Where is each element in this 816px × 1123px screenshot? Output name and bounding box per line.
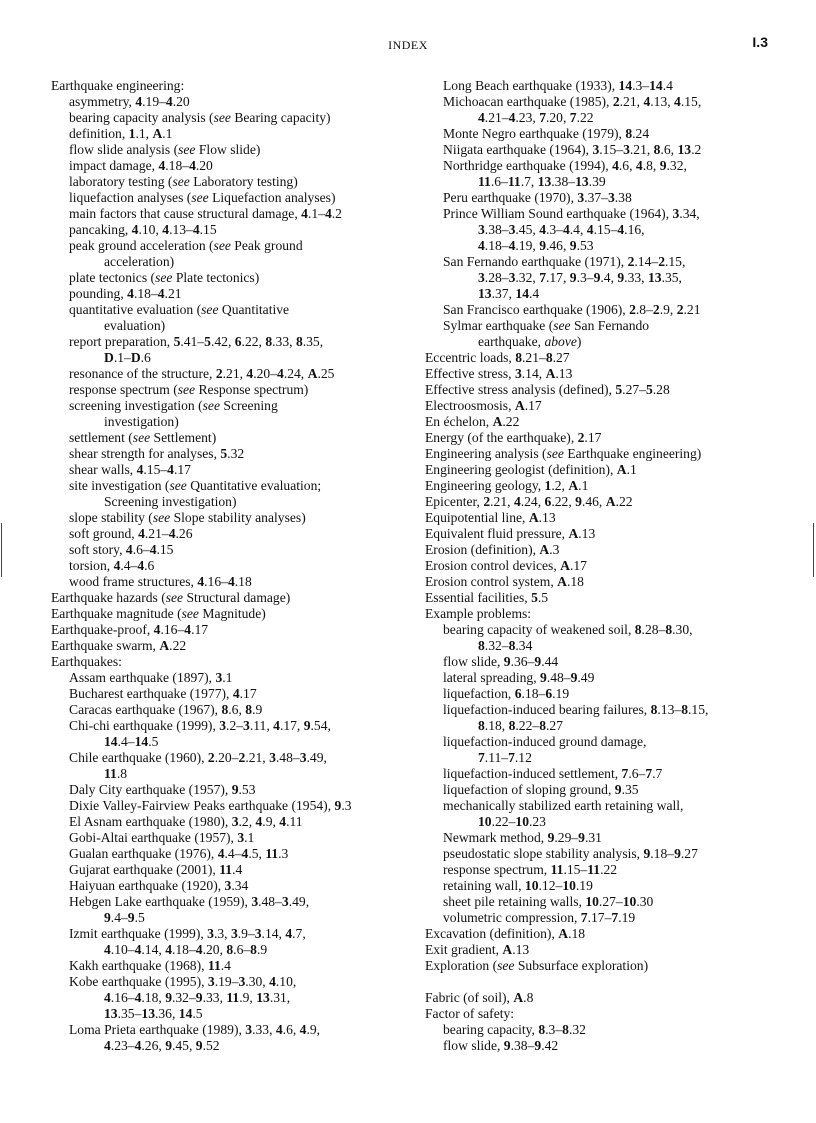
index-entry: bearing capacity, 8.3–8.32 (443, 1022, 586, 1037)
index-entry: settlement (see Settlement) (69, 430, 217, 445)
index-entry: D.1–D.6 (104, 350, 151, 365)
index-entry: Gobi-Altai earthquake (1957), 3.1 (69, 830, 255, 845)
index-entry: 7.11–7.12 (478, 750, 532, 765)
index-entry: laboratory testing (see Laboratory testing) (69, 174, 298, 189)
index-entry: Equivalent fluid pressure, A.13 (425, 526, 596, 541)
index-entry: retaining wall, 10.12–10.19 (443, 878, 593, 893)
index-entry: Eccentric loads, 8.21–8.27 (425, 350, 570, 365)
index-entry: soft ground, 4.21–4.26 (69, 526, 193, 541)
index-entry: acceleration) (104, 254, 175, 269)
index-entry: Assam earthquake (1897), 3.1 (69, 670, 233, 685)
index-entry: Loma Prieta earthquake (1989), 3.33, 4.6, 4.9, (69, 1022, 321, 1037)
index-entry: Effective stress analysis (defined), 5.27–5.28 (425, 382, 670, 397)
index-entry: Gujarat earthquake (2001), 11.4 (69, 862, 243, 877)
index-entry: Engineering geologist (definition), A.1 (425, 462, 637, 477)
index-entry: Earthquake magnitude (see Magnitude) (51, 606, 266, 621)
index-entry: bearing capacity of weakened soil, 8.28–8.30, (443, 622, 693, 637)
index-entry: Essential facilities, 5.5 (425, 590, 549, 605)
index-entry: Peru earthquake (1970), 3.37–3.38 (443, 190, 632, 205)
index-entry: Michoacan earthquake (1985), 2.21, 4.13, 4.15, (443, 94, 702, 109)
index-entry: Epicenter, 2.21, 4.24, 6.22, 9.46, A.22 (425, 494, 633, 509)
index-entry: liquefaction-induced ground damage, (443, 734, 647, 749)
index-entry: Earthquake swarm, A.22 (51, 638, 187, 653)
index-entry: El Asnam earthquake (1980), 3.2, 4.9, 4.11 (69, 814, 303, 829)
index-entry: liquefaction analyses (see Liquefaction analyses) (69, 190, 336, 205)
index-entry: 11.6–11.7, 13.38–13.39 (478, 174, 606, 189)
index-entry: Caracas earthquake (1967), 8.6, 8.9 (69, 702, 263, 717)
index-entry: 11.8 (104, 766, 128, 781)
index-entry: soft story, 4.6–4.15 (69, 542, 174, 557)
index-entry: wood frame structures, 4.16–4.18 (69, 574, 252, 589)
index-entry: mechanically stabilized earth retaining wall, (443, 798, 684, 813)
index-entry: sheet pile retaining walls, 10.27–10.30 (443, 894, 654, 909)
index-entry: Long Beach earthquake (1933), 14.3–14.4 (443, 78, 673, 93)
index-entry: Chi-chi earthquake (1999), 3.2–3.11, 4.17, 9.54, (69, 718, 331, 733)
index-entry: Dixie Valley-Fairview Peaks earthquake (1954), 9.3 (69, 798, 352, 813)
index-spacer (425, 974, 775, 990)
index-entry: flow slide analysis (see Flow slide) (69, 142, 261, 157)
index-entry: Gualan earthquake (1976), 4.4–4.5, 11.3 (69, 846, 289, 861)
index-entry: evaluation) (104, 318, 166, 333)
index-entry: main factors that cause structural damage, 4.1–4.2 (69, 206, 342, 221)
index-entry: Factor of safety: (425, 1006, 515, 1021)
index-entry: response spectrum, 11.15–11.22 (443, 862, 618, 877)
index-entry: 4.18–4.19, 9.46, 9.53 (478, 238, 594, 253)
index-entry: Engineering geology, 1.2, A.1 (425, 478, 589, 493)
index-entry: Northridge earthquake (1994), 4.6, 4.8, 9.32, (443, 158, 687, 173)
index-entry: Earthquake hazards (see Structural damage) (51, 590, 291, 605)
index-entry: Erosion (definition), A.3 (425, 542, 560, 557)
index-entry: 4.23–4.26, 9.45, 9.52 (104, 1038, 220, 1053)
index-entry: Excavation (definition), A.18 (425, 926, 586, 941)
index-column-left (51, 78, 411, 1054)
index-entry: volumetric compression, 7.17–7.19 (443, 910, 636, 925)
index-entry: Earthquakes: (51, 654, 122, 669)
index-entry: site investigation (see Quantitative evaluation; (69, 478, 322, 493)
index-entry: pancaking, 4.10, 4.13–4.15 (69, 222, 217, 237)
index-entry: Kakh earthquake (1968), 11.4 (69, 958, 231, 973)
index-entry: liquefaction-induced bearing failures, 8.13–8.15, (443, 702, 709, 717)
index-entry: 3.28–3.32, 7.17, 9.3–9.4, 9.33, 13.35, (478, 270, 682, 285)
index-entry: 13.35–13.36, 14.5 (104, 1006, 203, 1021)
right-edge-mark (813, 523, 814, 577)
index-entry: Erosion control system, A.18 (425, 574, 584, 589)
index-entry: San Fernando earthquake (1971), 2.14–2.15, (443, 254, 686, 269)
index-entry: Equipotential line, A.13 (425, 510, 556, 525)
index-entry: pounding, 4.18–4.21 (69, 286, 182, 301)
index-entry: screening investigation (see Screening (69, 398, 278, 413)
index-entry: Daly City earthquake (1957), 9.53 (69, 782, 256, 797)
index-entry: Prince William Sound earthquake (1964), 3.34, (443, 206, 700, 221)
left-edge-mark (1, 523, 2, 577)
index-column-right (425, 78, 775, 1054)
index-entry: 9.4–9.5 (104, 910, 145, 925)
index-entry: slope stability (see Slope stability analyses) (69, 510, 306, 525)
index-entry: liquefaction of sloping ground, 9.35 (443, 782, 639, 797)
index-entry: 10.22–10.23 (478, 814, 546, 829)
index-entry: Exit gradient, A.13 (425, 942, 530, 957)
index-entry: 8.32–8.34 (478, 638, 533, 653)
index-entry: plate tectonics (see Plate tectonics) (69, 270, 260, 285)
page-number: I.3 (752, 34, 768, 50)
index-entry: Earthquake engineering: (51, 78, 185, 93)
index-entry: Chile earthquake (1960), 2.20–2.21, 3.48–3.49, (69, 750, 327, 765)
index-entry: response spectrum (see Response spectrum) (69, 382, 309, 397)
index-entry: flow slide, 9.38–9.42 (443, 1038, 559, 1053)
index-entry: lateral spreading, 9.48–9.49 (443, 670, 595, 685)
index-entry: 3.38–3.45, 4.3–4.4, 4.15–4.16, (478, 222, 645, 237)
index-entry: resonance of the structure, 2.21, 4.20–4.24, A.25 (69, 366, 335, 381)
index-entry: liquefaction, 6.18–6.19 (443, 686, 570, 701)
index-entry: Izmit earthquake (1999), 3.3, 3.9–3.14, 4.7, (69, 926, 306, 941)
index-entry: shear strength for analyses, 5.32 (69, 446, 245, 461)
index-entry: Bucharest earthquake (1977), 4.17 (69, 686, 257, 701)
index-entry: asymmetry, 4.19–4.20 (69, 94, 190, 109)
index-entry: torsion, 4.4–4.6 (69, 558, 155, 573)
index-entry: Electroosmosis, A.17 (425, 398, 542, 413)
index-entry: Earthquake-proof, 4.16–4.17 (51, 622, 209, 637)
index-entry: flow slide, 9.36–9.44 (443, 654, 559, 669)
index-entry: investigation) (104, 414, 179, 429)
index-entry: quantitative evaluation (see Quantitative (69, 302, 290, 317)
index-entry: Fabric (of soil), A.8 (425, 990, 534, 1005)
index-entry: Niigata earthquake (1964), 3.15–3.21, 8.6, 13.2 (443, 142, 702, 157)
index-entry: 4.21–4.23, 7.20, 7.22 (478, 110, 594, 125)
index-entry: Exploration (see Subsurface exploration) (425, 958, 649, 973)
index-entry: 8.18, 8.22–8.27 (478, 718, 563, 733)
index-entry: earthquake, above) (478, 334, 582, 349)
index-entry: Hebgen Lake earthquake (1959), 3.48–3.49, (69, 894, 310, 909)
index-entry: 4.10–4.14, 4.18–4.20, 8.6–8.9 (104, 942, 268, 957)
index-entry: bearing capacity analysis (see Bearing capacity) (69, 110, 331, 125)
index-entry: definition, 1.1, A.1 (69, 126, 173, 141)
index-entry: 13.37, 14.4 (478, 286, 540, 301)
index-entry: Effective stress, 3.14, A.13 (425, 366, 573, 381)
index-entry: 14.4–14.5 (104, 734, 159, 749)
index-entry: Sylmar earthquake (see San Fernando (443, 318, 650, 333)
index-entry: 4.16–4.18, 9.32–9.33, 11.9, 13.31, (104, 990, 291, 1005)
index-entry: Kobe earthquake (1995), 3.19–3.30, 4.10, (69, 974, 297, 989)
index-entry: Example problems: (425, 606, 532, 621)
index-entry: Engineering analysis (see Earthquake engineering) (425, 446, 702, 461)
index-entry: impact damage, 4.18–4.20 (69, 158, 213, 173)
index-entry: pseudostatic slope stability analysis, 9.18–9.27 (443, 846, 698, 861)
index-entry: report preparation, 5.41–5.42, 6.22, 8.33, 8.35, (69, 334, 324, 349)
index-entry: Erosion control devices, A.17 (425, 558, 587, 573)
index-entry: shear walls, 4.15–4.17 (69, 462, 191, 477)
page-header-title: INDEX (388, 38, 428, 52)
index-entry: Monte Negro earthquake (1979), 8.24 (443, 126, 650, 141)
index-entry: En échelon, A.22 (425, 414, 520, 429)
index-entry: Screening investigation) (104, 494, 237, 509)
index-entry: Newmark method, 9.29–9.31 (443, 830, 602, 845)
index-entry: Haiyuan earthquake (1920), 3.34 (69, 878, 249, 893)
index-entry: peak ground acceleration (see Peak ground (69, 238, 303, 253)
index-entry: San Francisco earthquake (1906), 2.8–2.9, 2.21 (443, 302, 701, 317)
index-entry: Energy (of the earthquake), 2.17 (425, 430, 602, 445)
index-entry: liquefaction-induced settlement, 7.6–7.7 (443, 766, 663, 781)
